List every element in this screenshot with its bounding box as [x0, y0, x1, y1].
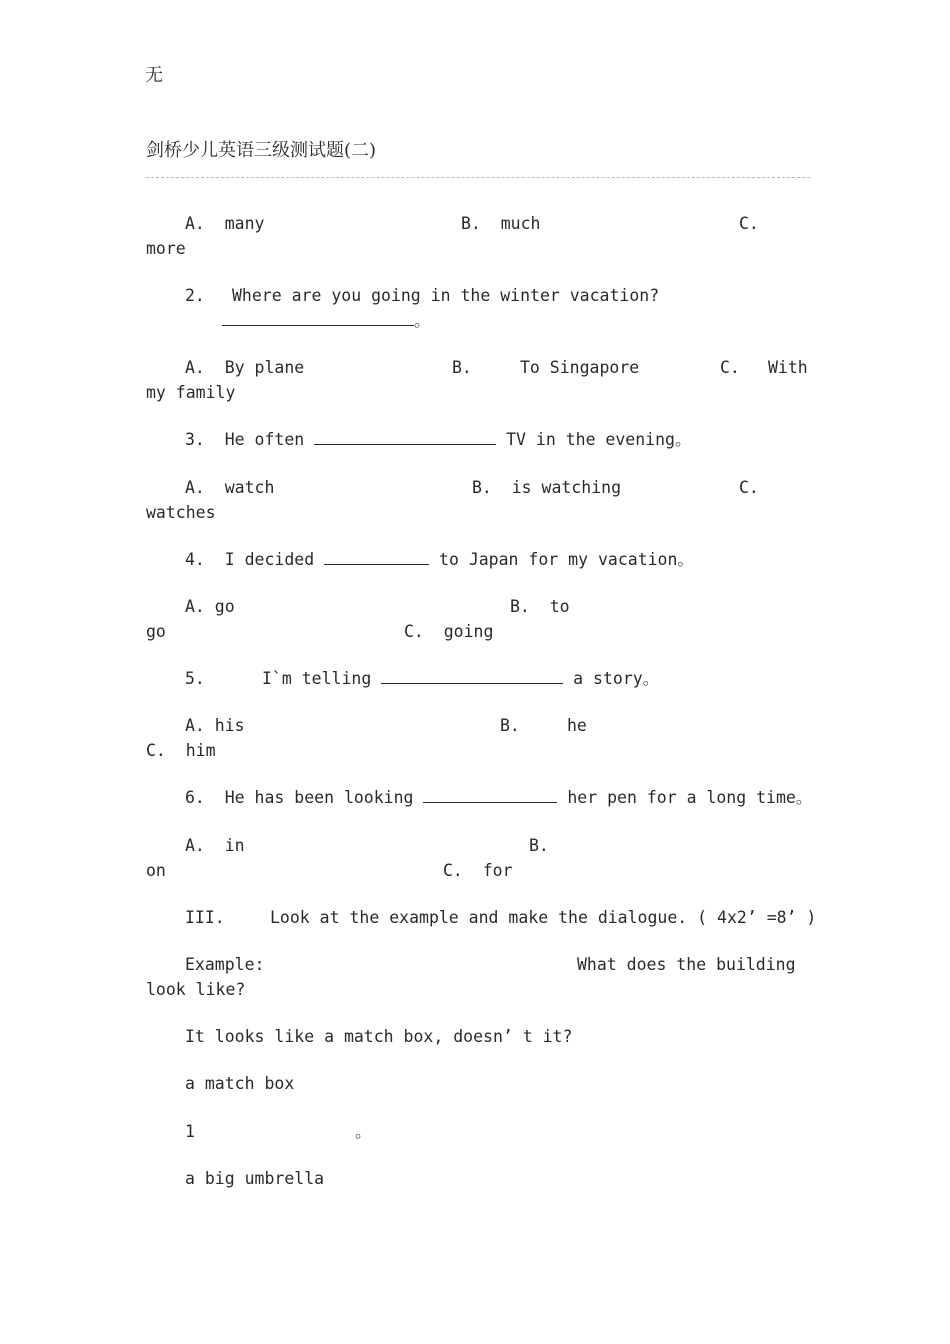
q5-pre: I`m telling	[262, 669, 372, 688]
q2-option-b-text: To Singapore	[520, 358, 640, 377]
q4-pre: 4. I decided	[185, 550, 315, 569]
q4-option-a: A. go	[185, 597, 235, 616]
q2-option-c-cont: my family	[146, 383, 236, 402]
q4-option-b: B. to	[510, 597, 570, 616]
q6-blank	[423, 788, 557, 803]
q3-option-c-text: watches	[146, 503, 216, 522]
top-note: 无	[145, 65, 163, 86]
example-word: a match box	[185, 1074, 295, 1093]
q5-post: a story。	[573, 669, 660, 688]
section3-instruction: Look at the example and make the dialogue. ( 4x2’ =8’ )	[270, 908, 817, 927]
q4-option-c: C. going	[404, 622, 494, 641]
q6-option-b-cont: on	[146, 861, 166, 880]
q2-option-c-text: With	[768, 358, 808, 377]
q3-option-b: B. is watching	[472, 478, 622, 497]
q4-post: to Japan for my vacation。	[439, 550, 694, 569]
example-answer: It looks like a match box, doesn’ t it?	[185, 1027, 573, 1046]
q6-option-c: C. for	[443, 861, 513, 880]
example-question-cont: look like?	[146, 980, 246, 999]
q3-pre: 3. He often	[185, 430, 305, 449]
q4-question	[185, 550, 694, 570]
q3-option-a: A. watch	[185, 478, 275, 497]
item1-word: a big umbrella	[185, 1169, 325, 1188]
q5-blank	[381, 669, 563, 684]
q6-question	[185, 788, 812, 808]
example-label: Example:	[185, 955, 265, 974]
q1-option-b: B. much	[461, 214, 541, 233]
q2-option-b: B.	[452, 358, 472, 377]
item1-end: 。	[355, 1122, 372, 1141]
q3-post: TV in the evening。	[506, 430, 692, 449]
q4-blank	[324, 550, 429, 565]
page-title: 剑桥少儿英语三级测试题(二)	[146, 140, 377, 161]
q3-question	[185, 430, 691, 450]
section3-label: III.	[185, 908, 225, 927]
title-divider	[146, 177, 810, 178]
q3-blank	[314, 430, 496, 445]
q5-option-c: C. him	[146, 741, 216, 760]
q2-blank	[222, 311, 414, 326]
item1-number: 1	[185, 1122, 195, 1141]
q5-option-b: B.	[500, 716, 520, 735]
q1-option-c: C.	[739, 214, 759, 233]
q2-answer-line	[222, 311, 431, 331]
q1-option-c-text: more	[146, 239, 186, 258]
q2-option-c: C.	[720, 358, 740, 377]
q5-question	[262, 669, 659, 689]
q2-number: 2.	[185, 286, 205, 305]
q2-option-a: A. By plane	[185, 358, 305, 377]
q1-option-a: A. many	[185, 214, 265, 233]
q6-pre: 6. He has been looking	[185, 788, 414, 807]
q6-option-b: B.	[529, 836, 549, 855]
example-question: What does the building	[577, 955, 796, 974]
q4-option-b-cont: go	[146, 622, 166, 641]
q2-text: Where are you going in the winter vacation?	[232, 286, 660, 305]
q5-option-a: A. his	[185, 716, 245, 735]
q5-number: 5.	[185, 669, 205, 688]
q3-option-c: C.	[739, 478, 759, 497]
q6-post: her pen for a long time。	[567, 788, 813, 807]
q6-option-a: A. in	[185, 836, 245, 855]
q2-end: 。	[414, 311, 431, 330]
q5-option-b-text: he	[567, 716, 587, 735]
